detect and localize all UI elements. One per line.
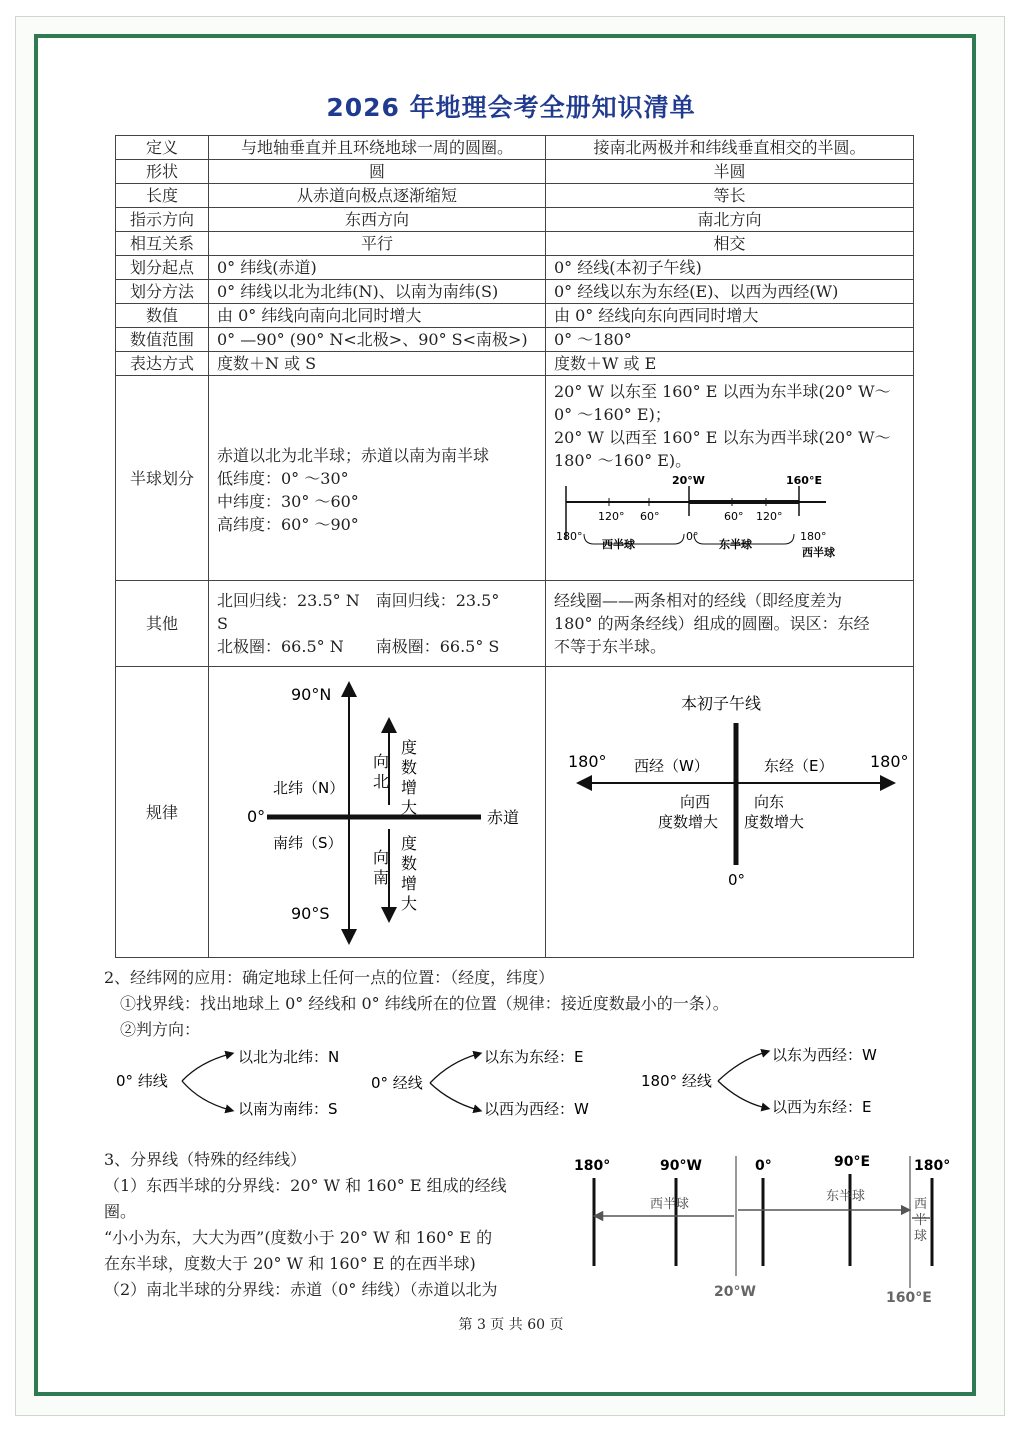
lat-north: 北纬（N） <box>273 779 345 797</box>
lon-cell: 等长 <box>546 184 914 208</box>
scale-120-east: 120° <box>756 510 783 523</box>
lat-up-char: 向 <box>373 752 390 771</box>
scale-east-hemisphere: 东半球 <box>719 538 752 551</box>
table-row <box>116 328 914 352</box>
lon-prime-meridian: 本初子午线 <box>681 694 762 713</box>
lon-west: 西经（W） <box>634 757 709 775</box>
scale-west-hemisphere: 西半球 <box>602 538 635 551</box>
page-footer: 第 3 页 共 60 页 <box>458 1317 564 1333</box>
section2-step1: ①找界线：找出地球上 0° 经线和 0° 纬线所在的位置（规律：接近度数最小的一条）。 <box>120 994 729 1013</box>
scale-180-left: 180° <box>556 530 583 543</box>
lon-cell: 接南北两极并和纬线垂直相交的半圆。 <box>546 136 914 160</box>
table-row <box>116 352 914 376</box>
boundary-east-hemisphere: 东半球 <box>826 1189 866 1204</box>
hemi-lat-cell <box>209 376 546 581</box>
lon-cell: 0° ～180° <box>546 328 914 352</box>
branch-root: 0° 纬线 <box>116 1072 168 1090</box>
section3-heading: 3、分界线（特殊的经纬线） <box>104 1150 307 1169</box>
lat-equator: 赤道 <box>487 808 520 827</box>
hemi-lon-line: 0° ～160° E)； <box>554 405 671 424</box>
lat-down-char: 向 <box>373 848 390 867</box>
boundary-180-left: 180° <box>574 1158 611 1174</box>
lat-cell: 度数＋N 或 S <box>209 352 546 376</box>
lat-up-char: 度 <box>401 738 418 757</box>
lat-cell: 平行 <box>209 232 546 256</box>
branch-latitude <box>116 1048 339 1118</box>
section3-line: “小小为东，大大为西”(度数小于 20° W 和 160° E 的 <box>104 1228 493 1247</box>
table-row <box>116 208 914 232</box>
hemisphere-scale-diagram <box>554 472 854 564</box>
table-row <box>116 160 914 184</box>
lat-cell: 0° 纬线以北为北纬(N)、以南为南纬(S) <box>209 280 546 304</box>
boundary-90e: 90°E <box>834 1154 871 1170</box>
branch-root: 0° 经线 <box>371 1074 423 1092</box>
boundary-180-right: 180° <box>914 1158 951 1174</box>
other-lon-cell <box>546 581 914 667</box>
section2-heading: 2、经纬网的应用：确定地球上任何一点的位置：（经度，纬度） <box>104 968 555 987</box>
rule-lon-cell <box>546 667 914 958</box>
lon-180-east: 180° <box>870 752 909 771</box>
lat-cell: 0° —90° (90° N<北极>、90° S<南极>) <box>209 328 546 352</box>
scale-60-east: 60° <box>724 510 744 523</box>
section3-line: 圈。 <box>104 1202 137 1221</box>
lat-90n: 90°N <box>291 685 332 704</box>
row-label: 指示方向 <box>116 208 209 232</box>
hemi-lat-line: 中纬度：30° ～60° <box>217 492 359 511</box>
boundary-90w: 90°W <box>660 1158 702 1174</box>
lat-cell: 从赤道向极点逐渐缩短 <box>209 184 546 208</box>
other-lat-line: 北回归线：23.5° N 南回归线：23.5° <box>217 591 500 610</box>
table-row <box>116 232 914 256</box>
lat-up-char: 北 <box>373 772 390 791</box>
lat-south: 南纬（S） <box>273 834 343 852</box>
hemi-lon-line: 180° ～160° E)。 <box>554 451 692 470</box>
lat-down-char: 大 <box>401 894 418 913</box>
branch-prime-meridian <box>371 1048 589 1118</box>
boundary-0: 0° <box>755 1158 772 1174</box>
lon-increase-west: 度数增大 <box>658 813 719 831</box>
row-label: 其他 <box>116 581 209 667</box>
row-label: 划分方法 <box>116 280 209 304</box>
lon-cell: 0° 经线以东为东经(E)、以西为西经(W) <box>546 280 914 304</box>
lat-down-char: 增 <box>401 874 418 893</box>
boundary-west-char: 西 <box>914 1197 928 1212</box>
table-row <box>116 184 914 208</box>
hemi-lon-line: 20° W 以东至 160° E 以西为东半球(20° W～ <box>554 382 891 401</box>
lon-increase-east: 度数增大 <box>744 813 805 831</box>
lat-zero: 0° <box>247 807 266 826</box>
other-lat-line: S <box>217 614 228 633</box>
lon-cell: 相交 <box>546 232 914 256</box>
table-row-hemisphere <box>116 376 914 581</box>
row-label: 定义 <box>116 136 209 160</box>
page-title: 2026 年地理会考全册知识清单 <box>326 93 696 122</box>
lat-down-char: 度 <box>401 834 418 853</box>
table-row-other <box>116 581 914 667</box>
row-label: 表达方式 <box>116 352 209 376</box>
branch-down: 以西为西经：W <box>484 1100 589 1118</box>
table-row <box>116 280 914 304</box>
boundary-20w: 20°W <box>714 1284 756 1300</box>
row-label: 规律 <box>116 667 209 958</box>
boundary-west-char: 球 <box>914 1229 928 1244</box>
lon-cell: 半圆 <box>546 160 914 184</box>
lat-down-char: 数 <box>401 854 418 873</box>
table-row-rule <box>116 667 914 958</box>
row-label: 数值 <box>116 304 209 328</box>
branch-down: 以西为东经：E <box>772 1098 872 1116</box>
lon-cell: 南北方向 <box>546 208 914 232</box>
latitude-longitude-table <box>115 135 914 958</box>
other-lon-line: 经线圈——两条相对的经线（即经度差为 <box>554 591 843 610</box>
table-row <box>116 304 914 328</box>
hemi-lon-line: 20° W 以西至 160° E 以东为西半球(20° W～ <box>554 428 891 447</box>
branch-180-meridian <box>641 1046 877 1116</box>
lon-cell: 由 0° 经线向东向西同时增大 <box>546 304 914 328</box>
scale-60-west: 60° <box>640 510 660 523</box>
section3-line: （2）南北半球的分界线：赤道（0° 纬线）（赤道以北为 <box>104 1280 498 1299</box>
branch-up: 以东为东经：E <box>484 1048 584 1066</box>
hemi-lat-line: 赤道以北为北半球；赤道以南为南半球 <box>217 446 490 465</box>
lon-cell: 度数＋W 或 E <box>546 352 914 376</box>
hemisphere-boundary-diagram <box>568 1148 968 1308</box>
hemi-lon-cell <box>546 376 914 581</box>
lat-up-char: 数 <box>401 758 418 777</box>
section2-step2: ②判方向： <box>120 1020 201 1039</box>
scale-20w: 20°W <box>672 474 705 487</box>
hemi-lat-line: 高纬度：60° ～90° <box>217 515 359 534</box>
lat-up-char: 增 <box>401 778 418 797</box>
hemi-lat-line: 低纬度：0° ～30° <box>217 469 349 488</box>
boundary-west-char: 半 <box>914 1213 928 1228</box>
longitude-rule-diagram <box>546 667 913 951</box>
branch-root: 180° 经线 <box>641 1072 712 1090</box>
other-lat-cell <box>209 581 546 667</box>
direction-branches-diagram <box>100 1040 930 1120</box>
row-label: 相互关系 <box>116 232 209 256</box>
lat-cell: 0° 纬线(赤道) <box>209 256 546 280</box>
branch-down: 以南为南纬：S <box>238 1100 338 1118</box>
other-lon-line: 不等于东半球。 <box>554 637 667 656</box>
lat-down-char: 南 <box>373 868 390 887</box>
section3-line: （1）东西半球的分界线：20° W 和 160° E 组成的经线 <box>104 1176 507 1195</box>
lat-90s: 90°S <box>291 904 330 923</box>
boundary-west-hemisphere: 西半球 <box>650 1197 690 1212</box>
lon-zero: 0° <box>728 871 746 889</box>
latitude-rule-diagram <box>209 667 545 951</box>
scale-west-hemisphere-2: 西半球 <box>802 546 835 559</box>
lat-cell: 东西方向 <box>209 208 546 232</box>
other-lat-line: 北极圈：66.5° N 南极圈：66.5° S <box>217 637 500 656</box>
lat-cell: 由 0° 纬线向南向北同时增大 <box>209 304 546 328</box>
row-label: 形状 <box>116 160 209 184</box>
branch-up: 以东为西经：W <box>772 1046 877 1064</box>
boundary-160e: 160°E <box>886 1290 932 1306</box>
row-label: 半球划分 <box>116 376 209 581</box>
lat-cell: 圆 <box>209 160 546 184</box>
table-row <box>116 136 914 160</box>
lon-to-west: 向西 <box>680 793 711 811</box>
lat-up-char: 大 <box>401 798 418 817</box>
lon-to-east: 向东 <box>754 793 785 811</box>
scale-180-right: 180° <box>800 530 827 543</box>
scale-0: 0° <box>686 530 699 543</box>
lon-180-west: 180° <box>568 752 607 771</box>
row-label: 划分起点 <box>116 256 209 280</box>
lon-east: 东经（E） <box>764 757 834 775</box>
lon-cell: 0° 经线(本初子午线) <box>546 256 914 280</box>
scale-160e: 160°E <box>786 474 822 487</box>
row-label: 长度 <box>116 184 209 208</box>
lat-cell: 与地轴垂直并且环绕地球一周的圆圈。 <box>209 136 546 160</box>
branch-up: 以北为北纬：N <box>238 1048 340 1066</box>
scale-120-west: 120° <box>598 510 625 523</box>
table-row <box>116 256 914 280</box>
other-lon-line: 180° 的两条经线）组成的圆圈。误区：东经 <box>554 614 870 633</box>
row-label: 数值范围 <box>116 328 209 352</box>
section3-line: 在东半球，度数大于 20° W 和 160° E 的在西半球) <box>104 1254 476 1273</box>
rule-lat-cell <box>209 667 546 958</box>
